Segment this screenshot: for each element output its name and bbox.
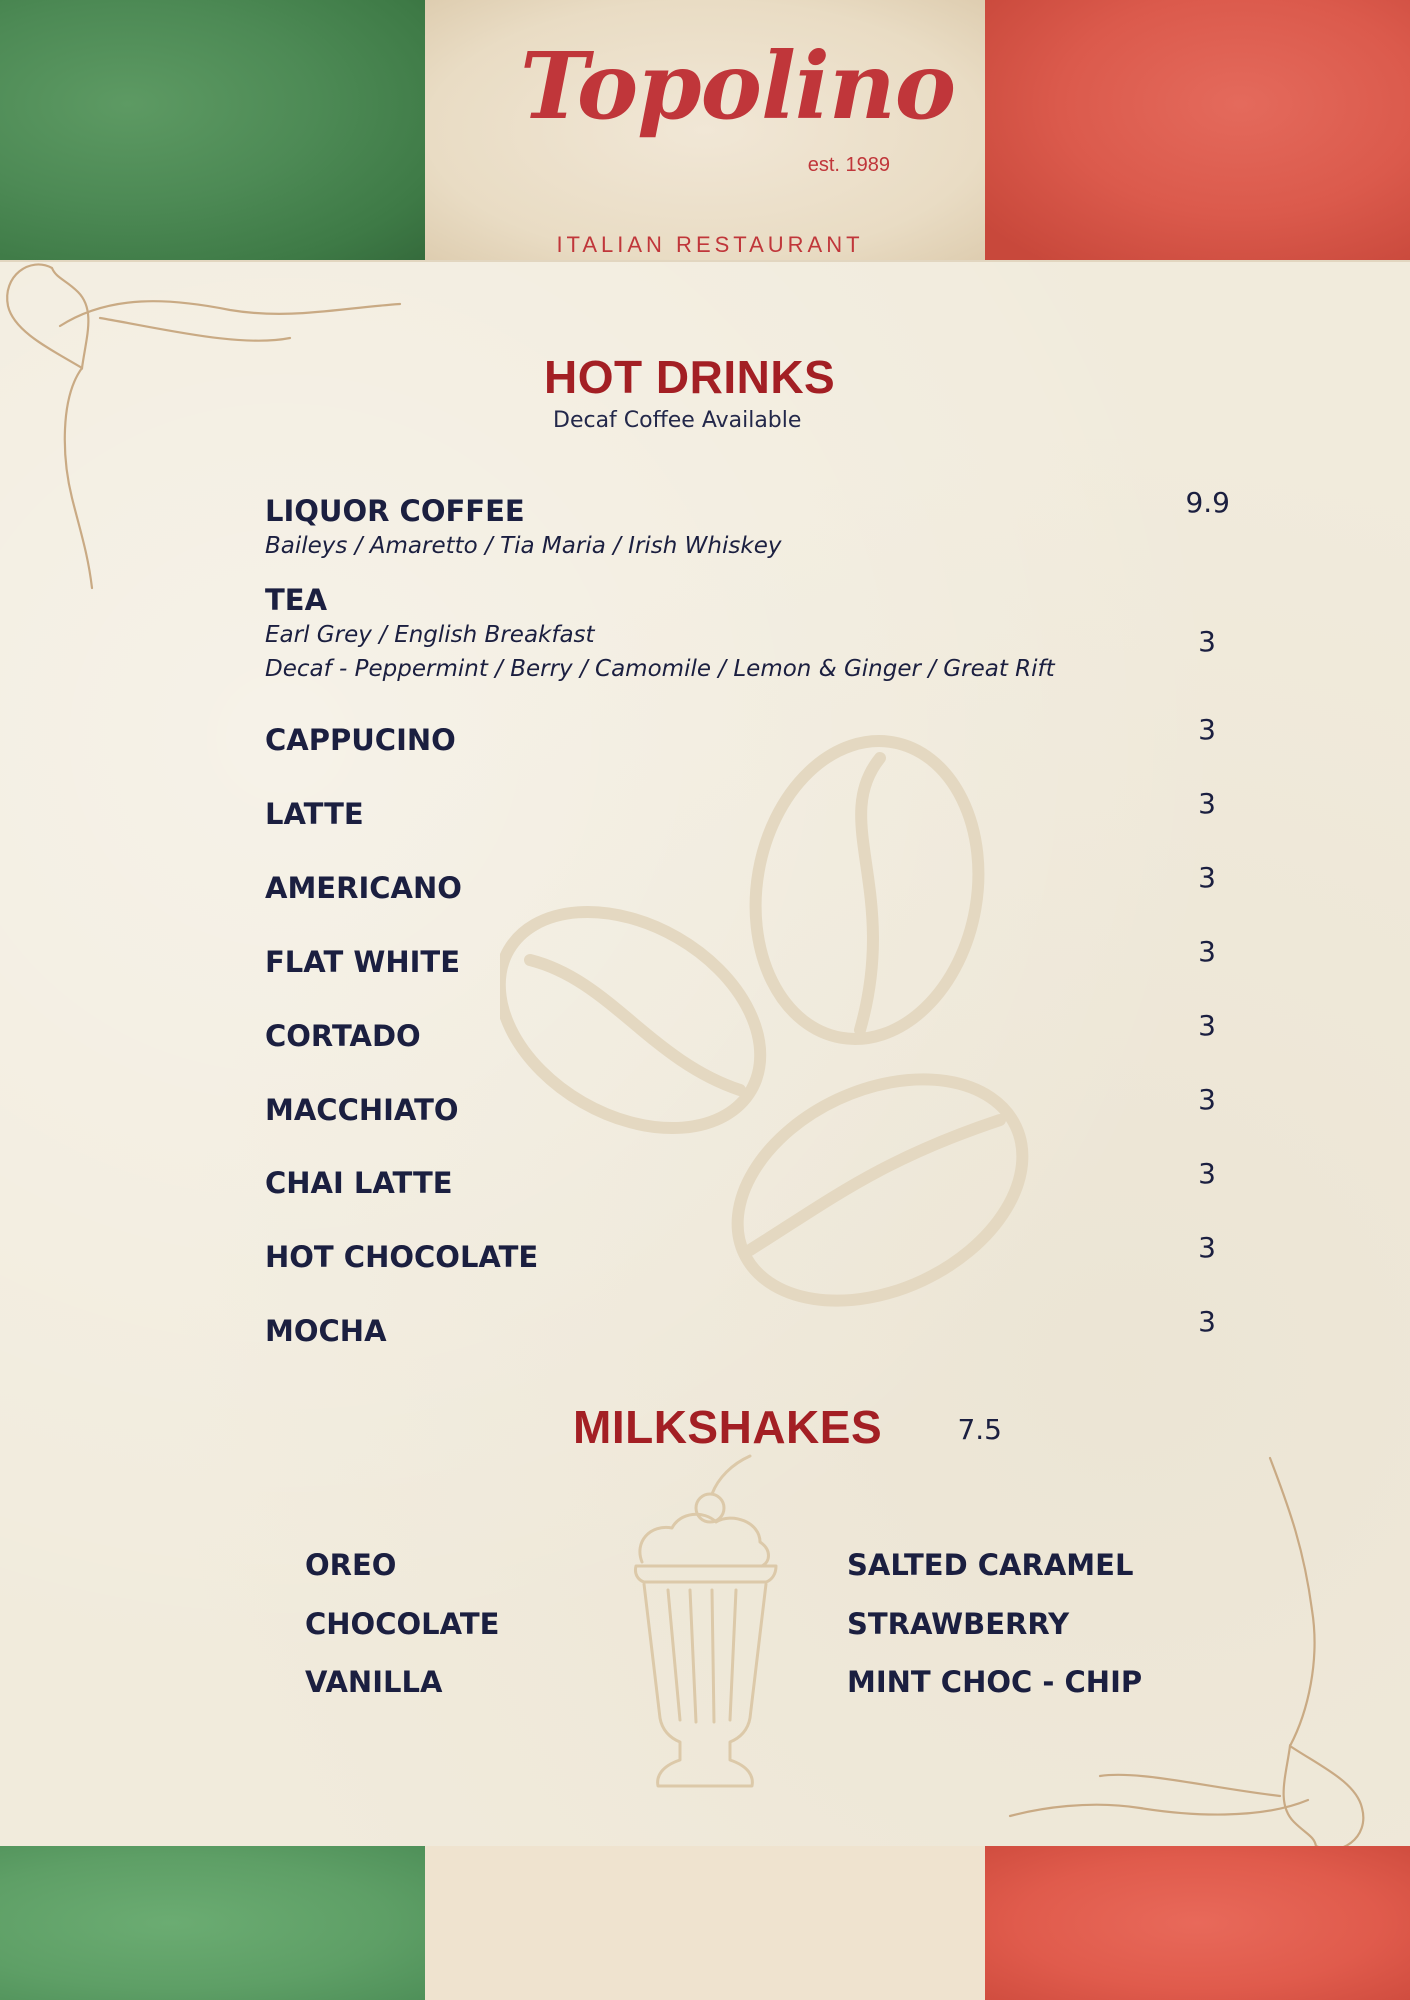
menu-item-name: MOCHA [265,1314,387,1348]
menu-item-price: 3 [1198,625,1216,658]
milkshakes-price: 7.5 [957,1413,1002,1446]
menu-item-price: 3 [1198,1305,1216,1338]
menu-item-price: 3 [1198,861,1216,894]
menu-item-name: HOT CHOCOLATE [265,1240,539,1274]
logo-tagline: ITALIAN RESTAURANT [556,232,864,257]
hot-drinks-title: HOT DRINKS [544,351,836,403]
menu-item-price: 3 [1198,935,1216,968]
coffee-beans-illustration-icon [500,730,1040,1320]
flag-band-bottom [0,1846,1410,2000]
menu-item-name: FLAT WHITE [265,945,460,979]
heart-swirl-top-left-icon [0,258,420,658]
flag-stripe-green [0,0,425,260]
milkshake-flavor: MINT CHOC - CHIP [847,1665,1143,1699]
menu-item-price: 3 [1198,713,1216,746]
milkshakes-title: MILKSHAKES [573,1401,883,1453]
menu-item-name: CORTADO [265,1019,421,1053]
menu-item-price: 3 [1198,1231,1216,1264]
milkshake-flavor: CHOCOLATE [305,1607,500,1641]
menu-item-price: 3 [1198,787,1216,820]
milkshake-glass-illustration-icon [620,1450,790,1810]
milkshake-flavor: SALTED CARAMEL [847,1548,1134,1582]
menu-item-price: 3 [1198,1009,1216,1042]
menu-item-name: LATTE [265,797,364,831]
menu-item-name: MACCHIATO [265,1093,459,1127]
flag-stripe-red [985,1846,1410,2000]
heart-swirl-bottom-right-icon [990,1440,1410,1860]
flag-stripe-white [425,1846,985,2000]
milkshake-flavor: VANILLA [305,1665,443,1699]
menu-item-description: Earl Grey / English Breakfast [265,622,595,648]
menu-item-description: Decaf - Peppermint / Berry / Camomile / Lemon & Ginger / Great Rift [265,656,1055,682]
menu-item-price: 9.9 [1185,486,1230,519]
menu-item-name: TEA [265,583,328,617]
menu-item-price: 3 [1198,1157,1216,1190]
restaurant-logo [520,32,956,257]
menu-item-name: LIQUOR COFFEE [265,494,525,528]
logo-name: Topolino [520,32,956,140]
flag-stripe-red [985,0,1410,260]
menu-item-description: Baileys / Amaretto / Tia Maria / Irish Whiskey [265,533,782,559]
flag-stripe-green [0,1846,425,2000]
milkshake-flavor: STRAWBERRY [847,1607,1070,1641]
hot-drinks-subtitle: Decaf Coffee Available [553,408,802,433]
menu-item-price: 3 [1198,1083,1216,1116]
milkshake-flavor: OREO [305,1548,397,1582]
menu-item-name: CAPPUCINO [265,723,456,757]
menu-item-name: AMERICANO [265,871,462,905]
menu-item-name: CHAI LATTE [265,1166,453,1200]
logo-established: est. 1989 [807,154,890,176]
